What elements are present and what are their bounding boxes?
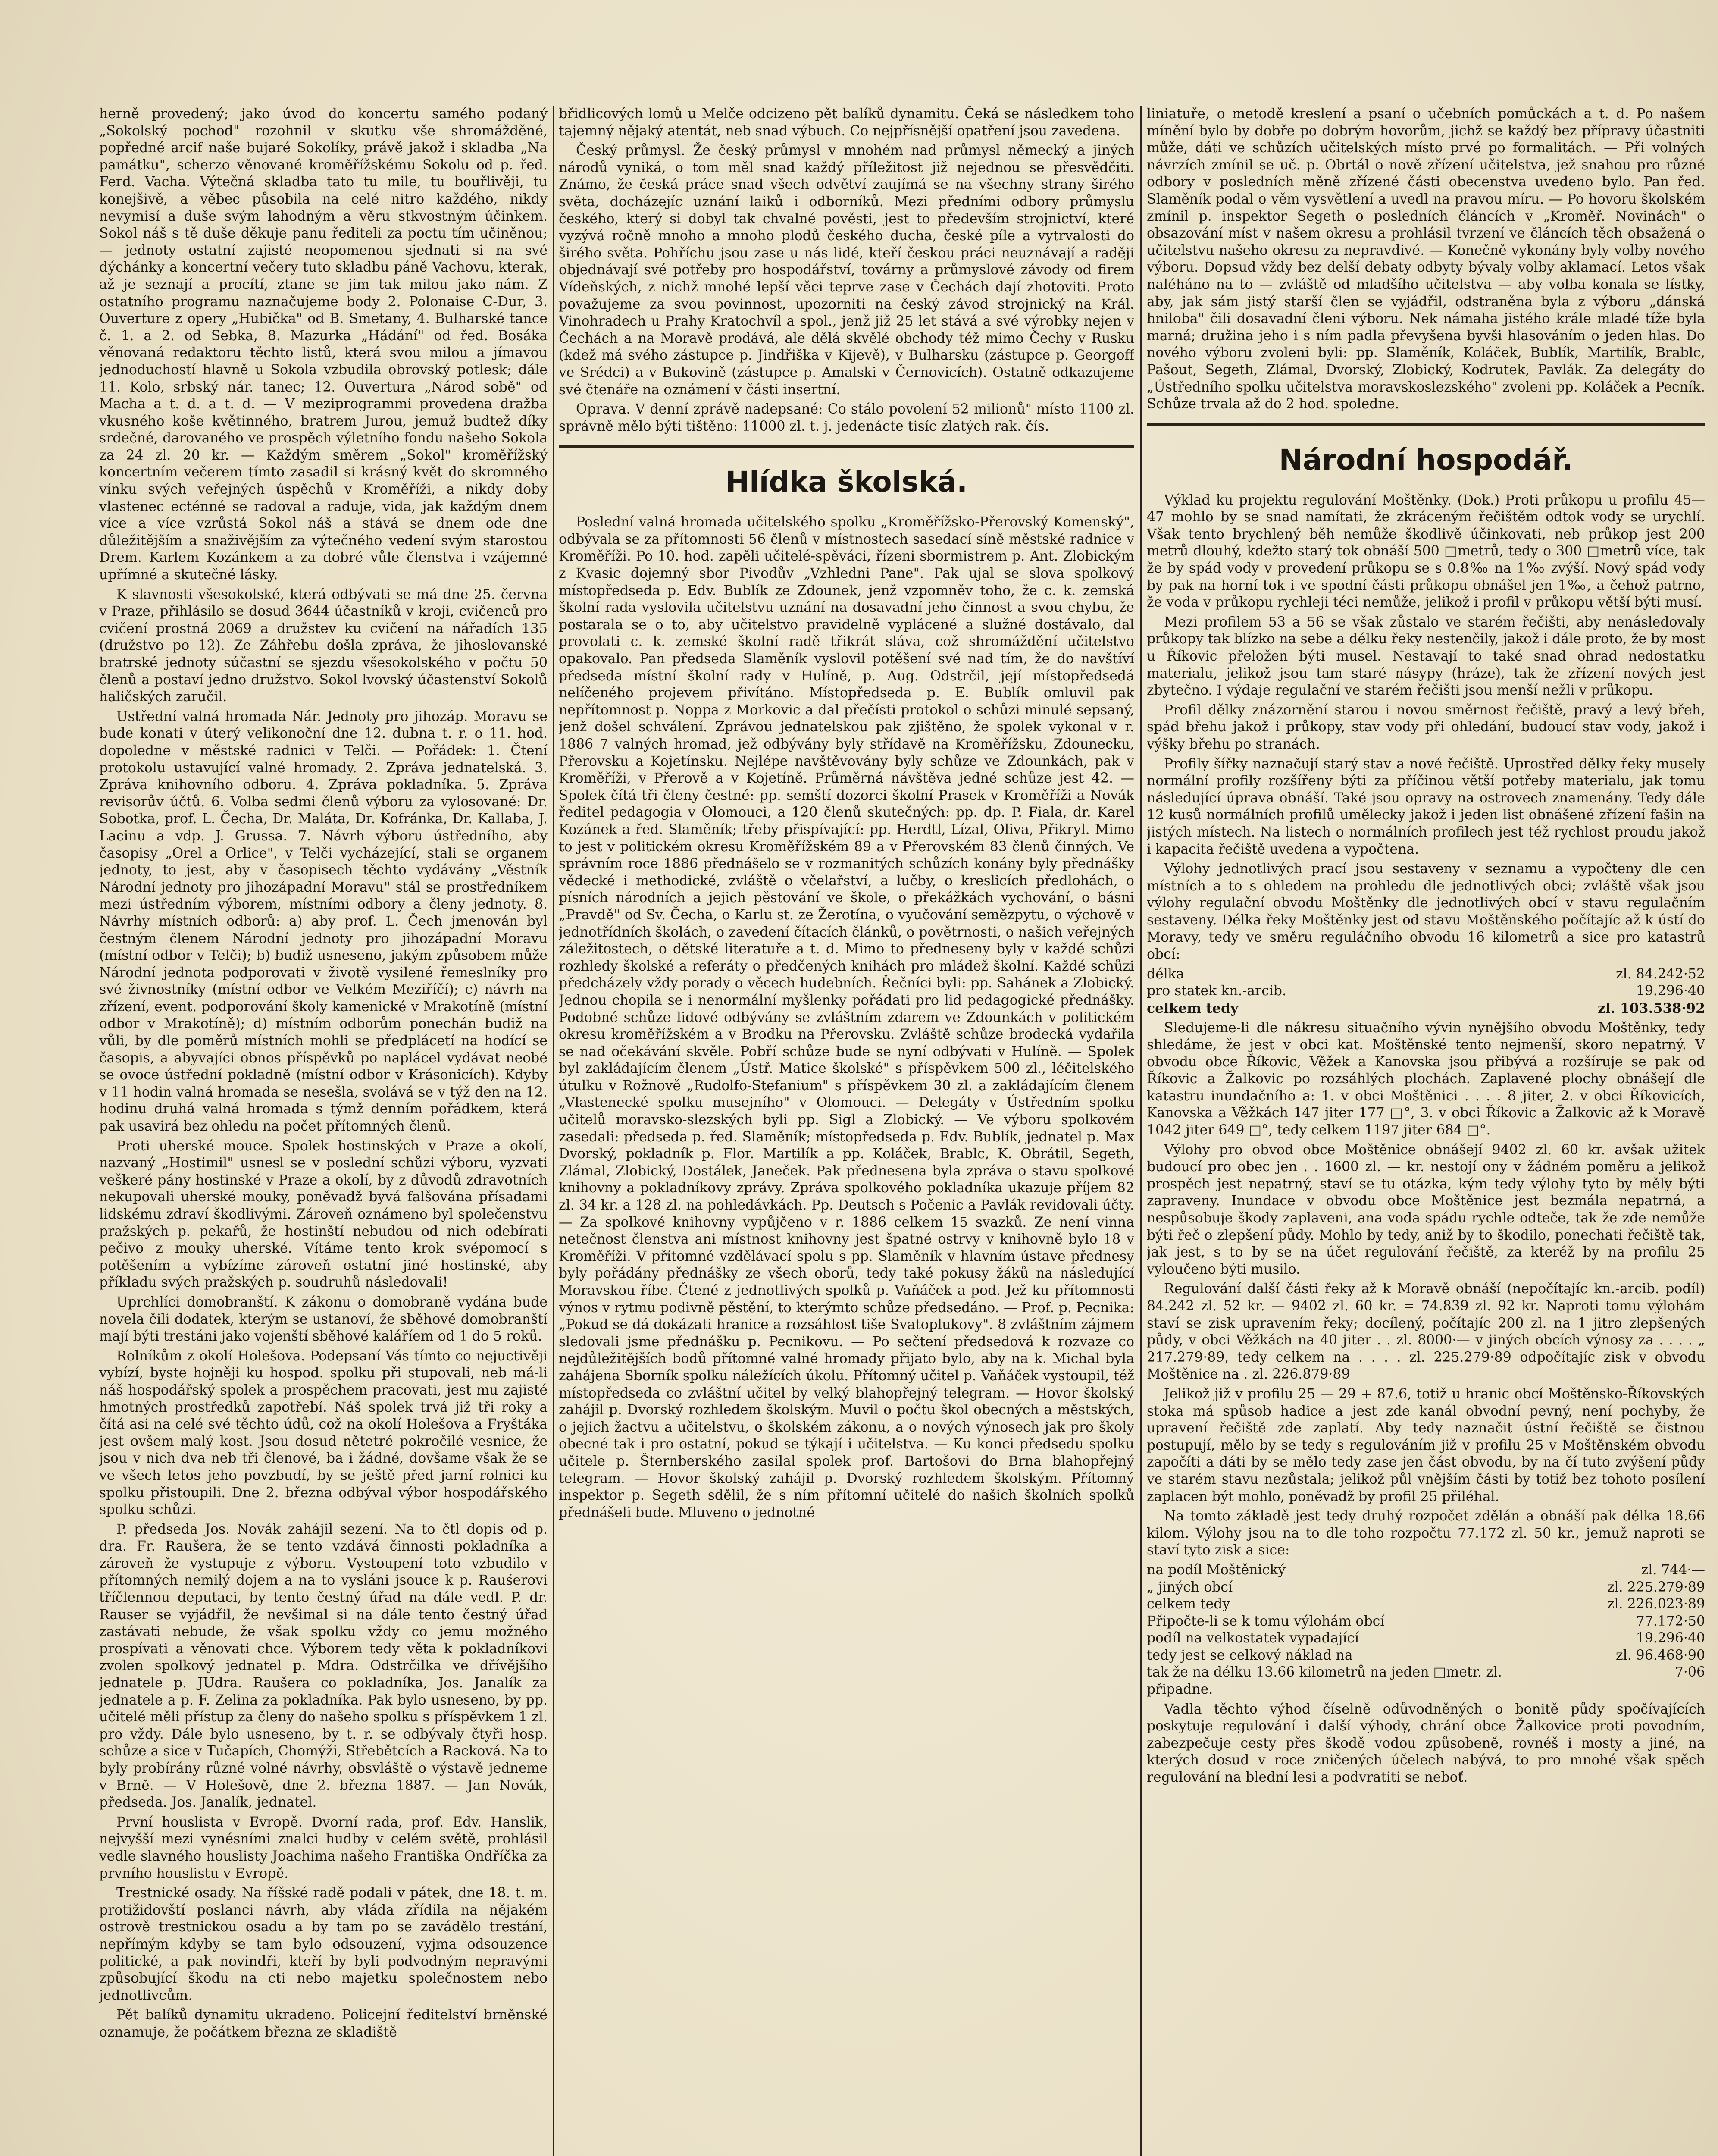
column-rule: [553, 106, 554, 2156]
cost-label: délka: [1147, 966, 1184, 982]
cost-value: 77.172·50: [1636, 1613, 1705, 1629]
cost-value: 19.296·40: [1636, 983, 1705, 999]
cost-row: [1147, 1579, 1705, 1596]
cost-label: na podíl Moštěnický: [1147, 1562, 1286, 1578]
cost-label: podíl na velkostatek vypadající: [1147, 1630, 1359, 1646]
section-divider: [1147, 423, 1705, 426]
column-1: [99, 106, 548, 2156]
article-paragraph: Vadla těchto výhod číselně odůvodněných o bonitě půdy spočívajících poskytuje regulování i další výhody, chrání obce Žalkovice proti povodním, zabezpečuje cesty přes škodě vodou způsobeně, rovnéš i mosty a jiné, na kterých dosud v roce zničených účelech nabývá, to pro mnohé však spěch regulování na blední lesi a podvratiti se neboť.: [1147, 1701, 1705, 1786]
cost-label: pro statek kn.-arcib.: [1147, 983, 1286, 999]
cost-row: [1147, 1596, 1705, 1613]
cost-label: „ jiných obcí: [1147, 1579, 1233, 1595]
article-paragraph: Sledujeme-li dle nákresu situačního vývin nynějšího obvodu Moštěnky, tedy shledáme, že jest v obci kat. Moštěnské tento nejmenší, skoro nepatrný. V obvodu obce Říkovic, Věžek a Kanovska jsou přibývá a rozšíruje se pak od Říkovic a Žalkovic po rozsáhlých plochách. Zaplavené plochy obnášejí dle katastru inundačního a: 1. v obci Moštěnici . . . . 8 jiter, 2. v obci Říkovicích, Kanovska a Věžkách 147 jiter 177 □°, 3. v obci Říkovic a Žalkovic až k Moravě 1042 jiter 649 □°, tedy celkem 1197 jiter 684 □°.: [1147, 1020, 1705, 1138]
column-2: [559, 106, 1134, 2156]
cost-value: 19.296·40: [1636, 1630, 1705, 1646]
article-paragraph: Pět balíků dynamitu ukradeno. Policejní ředitelství brněnské oznamuje, že počátkem března ze skladiště: [99, 2007, 548, 2040]
article-paragraph: Ustřední valná hromada Nár. Jednoty pro jihozáp. Moravu se bude konati v úterý velikonoční dne 12. dubna t. r. o 11. hod. dopoledne v městské radnici v Telči. — Pořádek: 1. Čtení protokolu ustavující valné hromady. 2. Zpráva jednatelská. 3. Zpráva knihovního odboru. 4. Zpráva pokladníka. 5. Zpráva revisorův účtů. 6. Volba sedmi členů výboru za vylosované: Dr. Sobotka, prof. L. Čecha, Dr. Maláta, Dr. Kofránka, Dr. Kallaba, J. Lacinu a vdp. J. Grussa. 7. Návrh výboru ústředního, aby časopisy „Orel a Orlice", v Telči vycházející, stali se organem jednoty, to jest, aby v časopisech těchto vydávány „Věstník Národní jednoty pro jihozápadní Moravu" stál se prostředníkem mezi ústředním výborem, místními odbory a členy jednoty. 8. Návrhy místních odborů: a) aby prof. L. Čech jmenován byl čestným členem Národní jednoty pro jihozápadní Moravu (místní odbor v Telči); b) budiž usneseno, jakým způsobem může Národní jednota podporovati v životě vysilené řemeslníky pro své živnostníky (místní odbor ve Velkém Meziříčí); c) návrh na zřízení, event. podporování školy kamenické v Mrakotíně (místní odbor v Mrakotíně); d) místním odborům ponechán budiž na vůli, by dle poměrů místních mohli se předplácetí na hodící se časopis, a abyvajíci obnos příspěvků po naplácel vydávat neobé se ovoce ústřední pokladně (místní odbor v Krásonicích). Kdyby v 11 hodin valná hromada se nesešla, svolává se v týž den na 12. hodinu druhá valná hromada s týmž denním pořádkem, která pak usavirá bez ohledu na počet přítomných členů.: [99, 708, 548, 1134]
cost-row: [1147, 983, 1705, 1000]
cost-label: tedy jest se celkový náklad na: [1147, 1647, 1353, 1663]
section-heading: Hlídka školská.: [725, 465, 968, 499]
article-paragraph: herně provedený; jako úvod do koncertu samého podaný „Sokolský pochod" rozohnil v skutku vše shromážděné, popředné arcif naše bujaré Sokolíky, právě jakož i skladba „Na památku", scherzo věnované kroměřížskému Sokolu od p. řed. Ferd. Vacha. Výtečná skladba tato tu mile, tu bouřlivěji, tu konejšivě, a věbec působila na celé nitro každého, nikdy nevymisí a duše svým lahodným a věru stkvostným účinkem. Sokol náš s tě duše děkuje panu řediteli za poctu tím učiněnou; — jednoty ostatní zajisté neopomenou sjednati si na své dýchánky a koncertní večery tuto skladbu páně Vachovu, kterak, až je seznají a procítí, ztane se jim tak milou jako nám. Z ostatního programu naznačujeme body 2. Polonaise C-Dur, 3. Ouverture z opery „Hubička" od B. Smetany, 4. Bulharské tance č. 1. a 2. od Sebka, 8. Mazurka „Hádání" od řed. Bosáka věnovaná redaktoru těchto listů, která svou milou a jímavou jednoduchostí hlavně u Sokola vzbudila obrovský potlesk; dále 11. Kolo, srbský nár. tanec; 12. Ouvertura „Národ sobě" od Macha a t. d. a t. d. — V meziprogrammi provedena dražba vkusného koše květinného, bratrem Jurou, jemuž budtež díky srdečné, darovaného ve prospěch výletního fondu našeho Sokola za 24 zl. 20 kr. — Každým směrem „Sokol" kroměřížský koncertním večerem tímto zasadil si krásný květ do skromného vínku svých veřejných úspěchů v Kroměříži, a nikdy doby vlastenec ecténné se radoval a raduje, vida, jak každým dnem více a více vzrůstá Sokol náš a stává se dnem ode dne důležitějším a snaživějším za výtečného vedení svým starostou Drem. Karlem Kozánkem a za dobré vůle členstva i vzájemné upřímné a skutečné lásky.: [99, 106, 548, 583]
article-paragraph: břidlicových lomů u Melče odcizeno pět balíků dynamitu. Čeká se následkem toho tajemný nějaký atentát, neb snad výbuch. Co nejpřísnější opatření jsou zavedena.: [559, 106, 1134, 139]
article-paragraph: Výlohy jednotlivých prací jsou sestaveny v seznamu a vypočteny dle cen místních a to s ohledem na prohledu dle jednotlivých obci; zvláště však jsou výlohy regulační obvodu Moštěnky dle jednotlivých obcí v stavu regulačním sestaveny. Délka řeky Moštěnky jest od stavu Moštěnského počítajíc až k ústí do Moravy, tedy ve směru reguláčního obvodu 16 kilometrů a sice pro katastrů obcí:: [1147, 861, 1705, 962]
article-paragraph: Poslední valná hromada učitelského spolku „Kroměřížsko-Přerovský Komenský", odbývala se za přítomnosti 56 členů v místnostech sasedací síně městské radnice v Kroměříži. Po 10. hod. zapěli učitelé-spěváci, řízeni sbormistrem p. Ant. Zlobickým z Kvasic dojemný sbor Pivodův „Vzhledni Pane". Pak ujal se slova spolkový místopředseda p. Edv. Bublík ze Zdounek, jenž vzpomněv toho, že c. k. zemská školní rada vyslovila učitelstvu uznání na dosavadní jeho činnost a svou chybu, že postarala se o to, aby učitelstvo pravidelně vyplácené a služné dostávalo, dal provolati c. k. zemské školní radě třikrát sláva, což shromáždění učitelstvo opakovalo. Pan předseda Slaměník vyslovil potěšení své nad tím, že do navštíví předseda místní školní rady v Hulíně, p. Aug. Odstrčil, její místopředsedá nelíčeného projevem přivítáno. Místopředseda p. E. Bublík omluvil pak nepřítomnost p. Noppa z Morkovic a dal přečísti protokol o schůzi minulé sepsaný, jenž došel schválení. Zprávou jednatelskou pak zjištěno, že spolek vykonal v r. 1886 7 valných hromad, jež odbývány byly střídavě na Kroměřížsku, Zdounecku, Přerovsku a Kojetínsku. Nejlépe navštěvovány byly schůze ve Zdounkách, pak v Kroměříži, v Přerově a v Kojetíně. Průměrná návštěva jedné schůze jest 42. — Spolek čítá tři členy čestné: pp. semští dozorci školní Prasek v Kroměříži a Novák ředitel pedagogia v Olomouci, a 120 členů skutečných: pp. dp. P. Fiala, dr. Karel Kozánek a řed. Slaměník; třeby přispívající: pp. Herdtl, Lízal, Oliva, Přikryl. Mimo to jest v politickém okresu Kroměřížském 89 a v Přerovském 83 členů činných. Ve správním roce 1886 přednášelo se v rozmanitých schůzích konány byly přednášky vědecké i methodické, zvláště o včelařství, a lučby, o kreslicích předlohách, o písních národních a jejich pěstování ve škole, o překážkách vychování, o básni „Pravdě" od Sv. Čecha, o Karlu st. ze Žerotína, o vyučování semězpytu, o výchově v jednotřídních školách, o zavedení čítacích článků, o povětrnosti, o našich veřejných záležitostech, o dětské literatuře a t. d. Mimo to předneseny byly v každé schůzi rozhledy školské a referáty o předčených knihách pro mládež školní. Každé schůzi předcházely vždy porady o věcech hudebních. Řečníci byli: pp. Sahánek a Zlobický. Jednou chopila se i nenormální myšlenky pořádati pro lid pedagogické přednášky. Podobné schůze lidové odbývány se zvláštním zdarem ve Zdounkách v politickém okresu kroměřížském a v Brodku na Přerovsku. Zvláště schůze brodecká vydařila se nad očekávání skvěle. Pobří schůze bude se nyní odbývati v Hulíně. — Spolek byl zakládajícím členem „Ústř. Matice školské" s příspěvkem 500 zl., léčitelského útulku v Rožnově „Rudolfo-Stefanium" s příspěvkem 30 zl. a zakládajícím členem „Vlastenecké spolku musejního" v Olomouci. — Delegáty v Ústředním spolku učitelů moravsko-slezských byli pp. Sigl a Zlobický. — Ve výboru spolkovém zasedali: předseda p. řed. Slaměník; místopředseda p. Edv. Bublík, jednatel p. Max Dvorský, pokladník p. Flor. Martilík a pp. Koláček, Brablc, K. Obrátil, Segeth, Zlámal, Zlobický, Dostálek, Janeček. Pak přednesena byla zpráva o stavu spolkové knihovny a pokladníkovy zprávy. Zpráva spolkového pokladníka ukazuje příjem 82 zl. 34 kr. a 128 zl. na pohledávkách. Pp. Deutsch s Počenic a Pavlák revidovali účty. — Za spolkové knihovny vypůjčeno v r. 1886 celkem 15 svazků. Ze není vinna netečnost členstva ani místnost knihovny jest špatné ostrvy v knihovně bylo 18 v Kroměříži. V přítomné vzdělávací spolu s pp. Slaměník v hlavním ústave přednesy byly pořádány přednášky ze všech oborů, tedy také pokusy žáků na následující Moravskou říbe. Čtené z jednotlivých spolků p. Vaňáček a pod. Jež ku přítomnosti výnos v rytmu podivně pěstění, to kterýmto schůze předsedáno. — Prof. p. Pecnika: „Pokud se dá dokázati hranice a rozsáhlost tiše Svatoplukovy". 8 zvláštním zájmem sledovali jsme přednášku p. Pecnikovu. — Po sečtení předsedová k rozvaze co nejdůležitějších bodů přítomné valné hromady přijato bylo, aby na k. Michal byla zahájena Sborník spolku náležících úkolu. Přítomný učitel p. Vaňáček vystoupil, též místopředseda co zvláštní učitel by velký blahopřejný telegram. — Hovor školský zahájil p. Dvorský rozhledem školským. Muvil o počtu škol obecných a městských, o jejich žactvu a učitelstvu, o školském zákonu, a o nových výnosech jak pro školy obecné tak i pro ostatní, pokud se týkají i učitelstva. — Ku konci předsedu spolku učitele p. Šternberského zasilal spolek prof. Bartošovi do Brna blahopřejný telegram. — Hovor školský zahájil p. Dvorský rozhledem školským. Přítomný inspektor p. Segeth sdělil, že s ním přítomní učitelé do našich školních spolků přednášeli bude. Mluveno o jednotné: [559, 514, 1134, 1520]
article-paragraph: Rolníkům z okolí Holešova. Podepsaní Vás tímto co nejuctivěji vybízí, byste hojněji ku hospod. spolku při stupovali, neb má-li náš hospodářský spolek a prospěchem pracovati, jest mu zajisté hmotných prostředků zapotřebí. Náš spolek trvá již tři roky a čítá asi na celé své těchto údů, což na okolí Holešova a Fryštáka jest ovšem malý kost. Jsou dosud nětetré pokročilé vesnice, že jsou v nich dva neb tři členové, ba i žádné, dovšame však že se ve všech letos jeho povzbudí, by se ještě před jarní rolnici ku spolku přistoupili. Dne 2. března odbýval výbor hospodářského spolku schůzi.: [99, 1348, 548, 1518]
cost-value: 7·06: [1674, 1664, 1705, 1680]
cost-value: zl. 84.242·52: [1615, 966, 1705, 982]
cost-row: [1147, 966, 1705, 983]
cost-row: [1147, 1000, 1705, 1017]
column-3: [1147, 106, 1705, 2156]
cost-label: připadne.: [1147, 1682, 1213, 1698]
article-paragraph: Výklad ku projektu regulování Moštěnky. (Dok.) Proti průkopu u profilu 45—47 mohlo by se snad namítati, že zkráceným řečištěm odtok vody se urychlí. Však tento brychlený běh nemůže škodlivě účinkovati, neb průkop jest 200 metrů dlouhý, kdežto starý tok obnáší 500 □metrů, tedy o 300 □metrů více, tak že by spád vody v provedení průkopu se s 0.8‰ na 1‰ zvýší. Nový spád vody by pak na horní tok i ve spodní části průkopu obnášel jen 1‰, a čehož patrno, že voda v průkopu rychleji téci nemůže, jelikož i profil v průkopu větší býti musí.: [1147, 492, 1705, 611]
article-paragraph: Oprava. V denní zprávě nadepsané: Co stálo povolení 52 milionů" místo 1100 zl. správně mělo býti tištěno: 11000 zl. t. j. jedenácte tisíc zlatých rak. čís.: [559, 401, 1134, 434]
article-paragraph: Proti uherské mouce. Spolek hostinských v Praze a okolí, nazvaný „Hostimil" usnesl se v poslední schůzi výboru, vyzvati veškeré pány hostinské v Praze a okolí, by z důvodů zdravotních nekupovali uherské mouky, poněvadž byvá falšována přísadami lidskému zdraví škodlivými. Zároveň oznámeno byl společenstvu pražských p. pekařů, že hostinští nebudou od nich odebírati pečivo z mouky uherské. Vítáme tento krok svépomocí s potěšením a vybízíme zároveň ostatní jiné hostinské, aby příkladu svých pražských p. soudruhů následovali!: [99, 1138, 548, 1291]
cost-label: tak že na délku 13.66 kilometrů na jeden □metr. zl.: [1147, 1664, 1502, 1680]
section-heading: Národní hospodář.: [1279, 443, 1573, 476]
article-paragraph: P. předseda Jos. Novák zahájil sezení. Na to čtl dopis od p. dra. Fr. Raušera, že se tento vzdává činnosti pokladníka a zároveň že vystupuje z výboru. Vystoupení toto vzbudilo v přítomných nemilý dojem a na to vysláni jsouce k p. Rauśerovi tříčlennou deputaci, by tento čestný úřad na dále vedl. P. dr. Rauser se vyjádřil, že nevšimal si na dále tento čestný úřad zastávati nebude, že však spolku vždy co jemu možného prospívati a věnovati chce. Výborem tedy věta k pokladníkovi zvolen spolkový jednatel p. Mdra. Odstrčilka ve dřívějšího jednatele p. JUdra. Raušera co pokladníka, Jos. Janalík za jednatele a p. F. Zelina za pokladníka. Pak bylo usneseno, by pp. učitelé měli přístup za členy do našeho spolku s příspěvkem 1 zl. pro vždy. Dále bylo usneseno, by t. r. se odbývaly čtyři hosp. schůze a sice v Tučapích, Chomýži, Střebětcích a Racková. Na to byly probírány různé volné návrhy, obsvláště o výstavě jedneme v Brně. — V Holešově, dne 2. března 1887. — Jan Novák, předseda. Jos. Janalík, jednatel.: [99, 1521, 548, 1811]
article-paragraph: Mezi profilem 53 a 56 se však zůstalo ve starém řečišti, aby nenásledovaly průkopy tak blízko na sebe a délku řeky nestenčily, jakož i dále proto, že by most u Říkovic přeložen býti musel. Nestavají to také snad ohrad nedostatku materialu, jelikož jsou tam staré násypy (hráze), tak že zřízení nových jest zbytečno. I výdaje regulační ve starém řečišti jsou menší nežli v průkopu.: [1147, 614, 1705, 699]
cost-table: [1147, 1562, 1705, 1698]
article-paragraph: První houslista v Evropě. Dvorní rada, prof. Edv. Hanslik, nejvyšší mezi vynésními znalci hudby v celém světě, prohlásil vedle slavného houslisty Joachima našeho Františka Ondříčka za prvního houslistu v Evropě.: [99, 1814, 548, 1881]
article-paragraph: Uprchlíci domobranští. K zákonu o domobraně vydána bude novela čili dodatek, kterým se ustanoví, že sběhové domobranští mají býti trestáni jako vojenští sběhové kaláříem od 1 do 5 roků.: [99, 1294, 548, 1344]
cost-value: zl. 96.468·90: [1615, 1647, 1705, 1663]
article-paragraph: K slavnosti všesokolské, která odbývati se má dne 25. června v Praze, přihlásilo se dosud 3644 účastníků v kroji, cvičenců pro cvičení prostná 2069 a družstev ku cvičení na nářadích 135 (družstvo po 12). Ze Záhřebu došla zpráva, že jihoslovanské bratrské jednoty súčastní se sjezdu všesokolského v počtu 50 členů a postaví jedno družstvo. Sokol lvovský účastenství Sokolů haličských zaručil.: [99, 586, 548, 705]
article-paragraph: liniatuře, o metodě kreslení a psaní o učebních pomůckách a t. d. Po našem mínění bylo by dobře po dobrým hovorům, jichž se každý bez přípravy účastniti může, dáti ve schůzích učitelských místo prvé po formalitách. — Při volných návrzích zmínil se uč. p. Obrtál o nově zřízení učitelstva, jež snahou pro různé odbory v posledních měně zřízené části obecenstva uvedeno bylo. Pan řed. Slaměník podal o věm vysvětlení a uvedl na pravou míru. — Po hovoru školském zmínil p. inspektor Segeth o posledních článcích v „Kroměř. Novinách" o obsazování míst v našem okresu a prohlásil tvrzení ve článcích těch obsažená o učitelstvu našeho okresu za nepravdivé. — Konečně vykonány byly volby nového výboru. Dopsud vždy bez delší debaty odbyty bývaly volby aklamací. Letos však naléháno na to — zvláště od mladšího učitelstva — aby volba konala se lístky, aby, jak sám jistý starší člen se vyjádřil, odstraněna byla z výboru „dánská hniloba" čili dosavadní členi výboru. Nek námaha jistého krále mladé tíže byla marná; družina jeho i s ním padla převyšena byvši hlasováním o jeden hlas. Do nového výboru zvoleni byli: pp. Slaměník, Koláček, Bublík, Martilík, Brablc, Pašout, Segeth, Zlámal, Dvorský, Zlobický, Kodrutek, Pavlák. Za delegáty do „Ústředního spolku učitelstva moravskoslezského" zvoleni pp. Koláček a Pecník. Schůze trvala až do 2 hod. spoledne.: [1147, 106, 1705, 412]
cost-row: [1147, 1681, 1705, 1698]
column-rule: [1140, 106, 1142, 2156]
article-paragraph: Profil dělky znázornění starou i novou směrnost řečiště, pravý a levý břeh, spád břehu jakož i průkopy, stav vody při ohledání, budoucí stav vody, jakož i výšky břehu po stranách.: [1147, 702, 1705, 752]
cost-label: celkem tedy: [1147, 1596, 1230, 1612]
cost-row: [1147, 1562, 1705, 1579]
cost-label: Připočte-li se k tomu výlohám obcí: [1147, 1613, 1385, 1629]
cost-value: zl. 744·—: [1641, 1562, 1705, 1578]
article-paragraph: Český průmysl. Že český průmysl v mnohém nad průmysl německý a jiných národů vyniká, o tom měl snad každý příležitost již nejednou se přesvědčiti. Známo, že česká práce snad všech odvětví zaujímá se na všechny strany širého světa, docházejíc uznání laiků i odborníků. Mezi předními odbory průmyslu českého, který si dobyl tak chvalné pověsti, jest to především strojnictví, které vyzývá ročně mnoho a mnoho plodů českého ducha, české píle a vytrvalosti do širého světa. Pohříchu jsou zase u nás lidé, kteří českou práci neuznávají a raději objednávají své potřeby pro hospodářství, továrny a průmyslové závody od firem Vídeňských, z nichž mnohé lepší věci teprve zase v Čechách dají zhotoviti. Proto považujeme za svou povinnost, upozorniti na český závod strojnický na Král. Vinohradech u Prahy Kratochvíl a spol., jenž již 25 let stává a své výrobky nejen v Čechách a na Moravě prodává, ale dělá skvělé obchody též mimo Čechy v Rusku (kdež má svého zástupce p. Jindřiška v Kijevě), v Bulharsku (zástupce p. Georgoff ve Srédci) a v Bukovině (zástupce p. Amalski v Černovicích). Ostatně odkazujeme své čtenáře na oznámení v části insertní.: [559, 143, 1134, 398]
cost-label: celkem tedy: [1147, 1000, 1239, 1016]
article-paragraph: Výlohy pro obvod obce Moštěnice obnášejí 9402 zl. 60 kr. avšak užitek budoucí pro obec jen . . 1600 zl. — kr. nestojí ony v žádném poměru a jelikož prospěch jest nepatrný, staví se tu otázka, kým tedy výlohy tyto by měly býti zapraveny. Inundace v obvodu obce Moštěnice jest bezmála nepatrná, a nespůsobuje škody zaplaveni, ana voda spádu rychle odteče, tak že zde nemůže býti řeč o zlepšení půdy. Mohlo by tedy, aniž by to škodilo, ponechati řečiště tak, jak jest, s to by se na účet regulování řečiště, za kteréž by na profilu 25 vyloučeno býti musilo.: [1147, 1142, 1705, 1277]
article-paragraph: Na tomto základě jest tedy druhý rozpočet zdělán a obnáší pak délka 18.66 kilom. Výlohy jsou na to dle toho rozpočtu 77.172 zl. 50 kr., jemuž naproti se staví tyto zisk a sice:: [1147, 1508, 1705, 1558]
cost-row: [1147, 1664, 1705, 1681]
cost-table: [1147, 966, 1705, 1017]
cost-row: [1147, 1613, 1705, 1630]
cost-row: [1147, 1647, 1705, 1664]
article-paragraph: Regulování další části řeky až k Moravě obnáší (nepočítajíc kn.-arcib. podíl) 84.242 zl. 52 kr. — 9402 zl. 60 kr. = 74.839 zl. 92 kr. Naproti tomu výlohám staví se zisk upravením řeky; docílený, počítajíc 200 zl. na 1 jitro zlepšených půdy, v obci Věžkách na 40 jiter . . zl. 8000·— v jiných obcích výnosy za . . . . „ 217.279·89, tedy celkem na . . . . zl. 225.279·89 odpočítajíc zisk v obvodu Moštěnice na . zl. 226.879·89: [1147, 1281, 1705, 1382]
cost-value: zl. 226.023·89: [1607, 1596, 1705, 1612]
cost-row: [1147, 1630, 1705, 1647]
cost-value: zl. 225.279·89: [1607, 1579, 1705, 1595]
article-paragraph: Profily šířky naznačují starý stav a nové řečiště. Uprostřed dělky řeky musely normální profily rozšířeny býti za příčinou větší potřeby materialu, jak tomu následující úprava obnáší. Také jsou opravy na ostrovech znamenány. Tedy dále 12 kusů normálních profilů umělecky jakož i jeden list obnášené zřízení fašin na jistých místech. Na listech o normálních profilech jest též rychlost proudu jakož i kapacita řečiště uvedena a vypočtena.: [1147, 756, 1705, 857]
section-divider: [559, 445, 1134, 448]
article-paragraph: Jelikož již v profilu 25 — 29 + 87.6, totiž u hranic obcí Moštěnsko-Říkovských stoka má spůsob hadice a jest zde kanál obvodní pevný, není pochyby, že upravení řečiště zde zaplatí. Aby tedy naznačit ústní řečiště se čistnou postupují, mělo by se tedy s regulováním již v profilu 25 v Moštěnském obvodu započíti a dáti by se mělo tedy zase jen část obvodu, by na čí tuto zvýšení půdy ve starém stavu nezůstala; jelikož půl vnějším části by totiž bez tohoto posílení zaplacen být mohlo, poněvadž by profil 25 přiléhal.: [1147, 1386, 1705, 1504]
article-paragraph: Trestnické osady. Na říšské radě podali v pátek, dne 18. t. m. protižidovští poslanci návrh, aby vláda zřídila na nějakém ostrově trestnickou osadu a by tam po se zavádělo trestání, nepřímým kdyby se tam bylo odsouzení, vyjma odsouzence politické, a pak novindři, kteří by byli podvodným nepravými způsobující škodu na cti nebo majetku společnostem nebo jednotlivcům.: [99, 1885, 548, 2003]
cost-value: zl. 103.538·92: [1597, 1000, 1705, 1016]
